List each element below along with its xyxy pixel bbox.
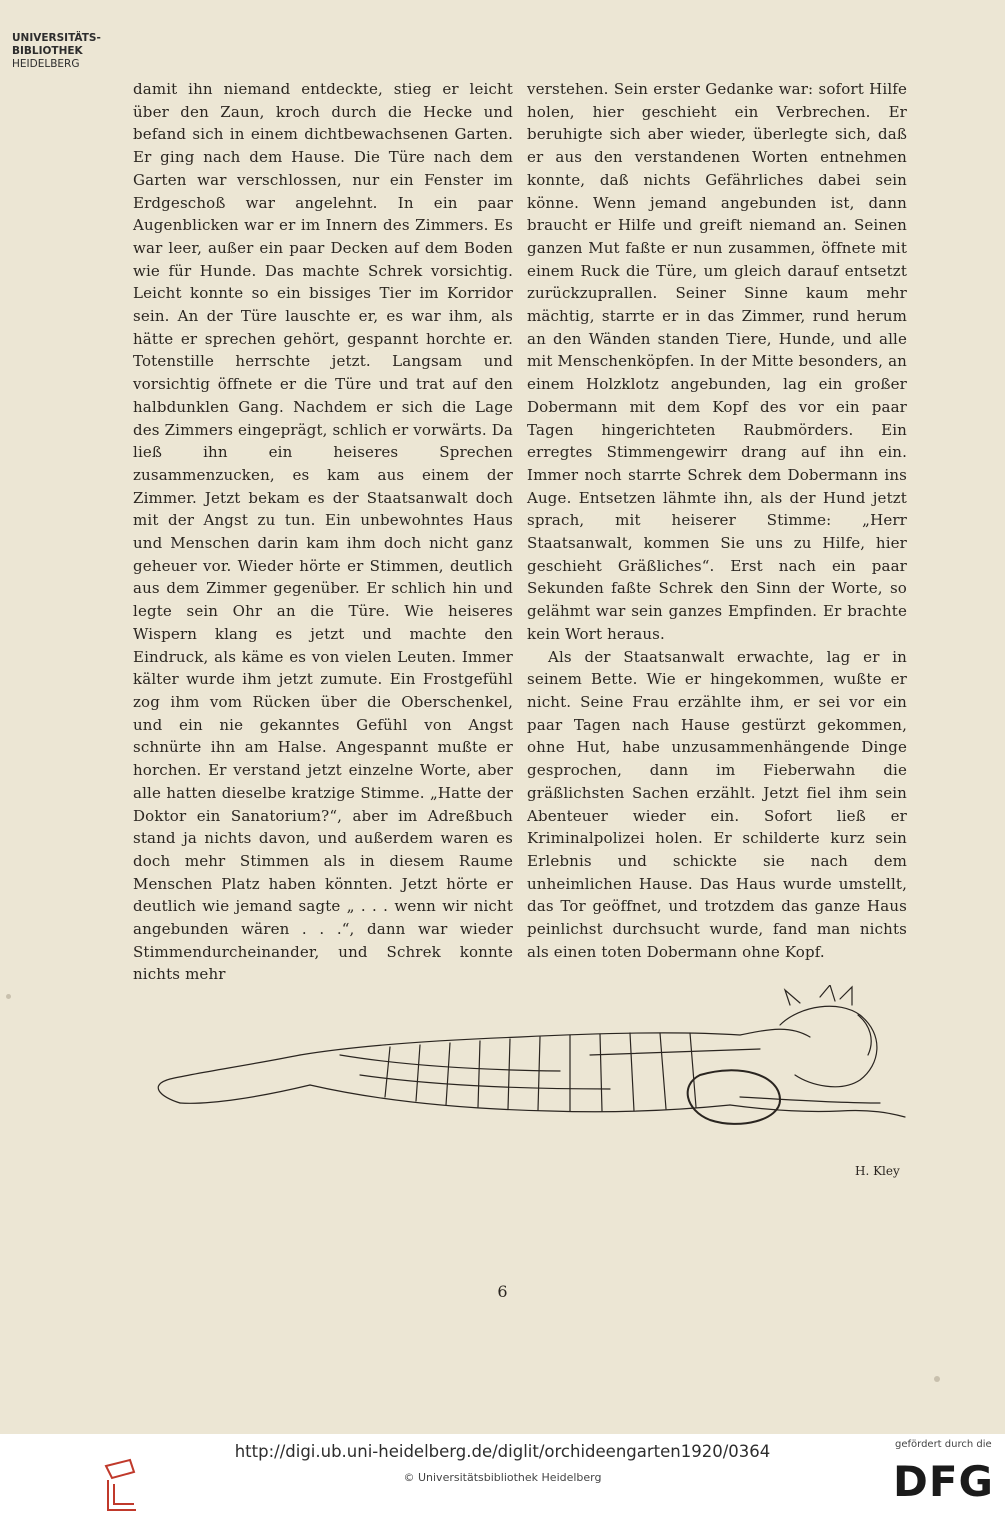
permalink-url[interactable]: http://digi.ub.uni-heidelberg.de/diglit/orchideengarten1920/0364 [234,1442,771,1461]
dog-drawing-icon [140,985,910,1160]
paragraph: verstehen. Sein erster Gedanke war: sofort Hilfe holen, hier geschieht ein Verbrechen. Er beruhigte sich aber wieder, überlegte sich, daß er aus den verstandenen Worten entnehmen konnte, daß nichts Gefährliches dabei sein könne. Wenn jemand angebunden ist, dann braucht er Hilfe und greift niemand an. Seinen ganzen Mut faßte er nun zusammen, öffnete mit einem Ruck die Türe, um gleich darauf entsetzt zurückzuprallen. Seiner Sinne kaum mehr mächtig, starrte er in das Zimmer, rund herum an den Wänden standen Tiere, Hunde, und alle mit Menschenköpfen. In der Mitte besonders, an einem Holzklotz angebunden, lag ein großer Dobermann mit dem Kopf des vor ein paar Tagen hingerichteten Raubmörders. Ein erregtes Stimmengewirr drang auf ihn ein. Immer noch starrte Schrek dem Dobermann ins Auge. Entsetzen lähmte ihn, als der Hund jetzt sprach, mit heiserer Stimme: „Herr Staatsanwalt, kommen Sie uns zu Hilfe, hier geschieht Gräßliches“. Erst nach ein paar Sekunden faßte Schrek den Sinn der Worte, so gelähmt war sein ganzes Empfinden. Er brachte kein Wort heraus. [527,80,907,643]
paragraph: damit ihn niemand entdeckte, stieg er leicht über den Zaun, kroch durch die Hecke und befand sich in einem dichtbewachsenen Garten. Er ging nach dem Hause. Die Türe nach dem Garten war verschlossen, nur ein Fenster im Erdgeschoß war angelehnt. In ein paar Augenblicken war er im Innern des Zimmers. Es war leer, außer ein paar Decken auf dem Boden wie für Hunde. Das machte Schrek vorsichtig. Leicht konnte so ein bissiges Tier im Korridor sein. An der Türe lauschte er, es war ihm, als hätte er sprechen gehört, gespannt horchte er. Totenstille herrschte jetzt. Langsam und vorsichtig öffnete er die Türe und trat auf den halbdunklen Gang. Nachdem er sich die Lage des Zimmers eingeprägt, schlich er vorwärts. Da ließ ihn ein heiseres Sprechen zusammenzucken, es kam aus einem der Zimmer. Jetzt bekam es der Staatsanwalt doch mit der Angst zu tun. Ein unbewohntes Haus und Menschen darin kam ihm doch nicht ganz geheuer vor. Wieder hörte er Stimmen, deutlich aus dem Zimmer gegenüber. Er schlich hin und legte sein Ohr an die Türe. Wie heiseres Wispern klang es jetzt und machte den Eindruck, als käme es von vielen Leuten. Immer kälter wurde ihm jetzt zumute. Ein Frostgefühl zog ihm vom Rücken über die Oberschenkel, und ein nie gekanntes Gefühl von Angst schnürte ihn am Halse. Angespannt mußte er horchen. Er verstand jetzt einzelne Worte, aber alle hatten dieselbe kratzige Stimme. „Hatte der Doktor ein Sanatorium?“, aber im Adreßbuch stand ja nichts davon, und außerdem waren es doch mehr Stimmen als in diesem Raume Menschen Platz haben könnten. Jetzt hörte er deutlich wie jemand sagte „ . . . wenn wir nicht angebunden wären . . .“, dann war wieder Stimmendurcheinander, und Schrek konnte nichts mehr [133,80,513,984]
library-name-line: BIBLIOTHEK [12,45,83,57]
paragraph: Als der Staatsanwalt erwachte, lag er in seinem Bette. Wie er hingekommen, wußte er nicht. Seine Frau erzählte ihm, er sei vor ein paar Tagen nach Hause gestürzt gekommen, ohne Hut, habe unzusammenhängende Dinge gesprochen, dann im Fieberwahn die gräßlichsten Sachen erzählt. Jetzt fiel ihm sein Abenteuer wieder ein. Sofort ließ er Kriminalpolizei holen. Er schilderte kurz sein Erlebnis und schickte sie nach dem unheimlichen Hause. Das Haus wurde umstellt, das Tor geöffnet, und trotzdem das ganze Haus peinlichst durchsucht wurde, fand man nichts als einen toten Dobermann ohne Kopf. [527,647,907,961]
library-mark-icon [100,1458,140,1514]
library-name-line: UNIVERSITÄTS- [12,32,101,44]
scan-speck [934,1376,940,1382]
text-column-right [527,78,907,963]
dfg-logo[interactable]: DFG [893,1457,995,1506]
artist-signature: H. Kley [855,1164,900,1178]
text-column-left [133,78,513,986]
page-number: 6 [497,1282,508,1301]
scan-speck [6,994,11,999]
library-logo[interactable] [12,32,101,71]
funder-label: gefördert durch die [895,1439,992,1450]
library-name-line: HEIDELBERG [12,58,80,70]
copyright-notice: © Universitätsbibliothek Heidelberg [403,1471,602,1484]
